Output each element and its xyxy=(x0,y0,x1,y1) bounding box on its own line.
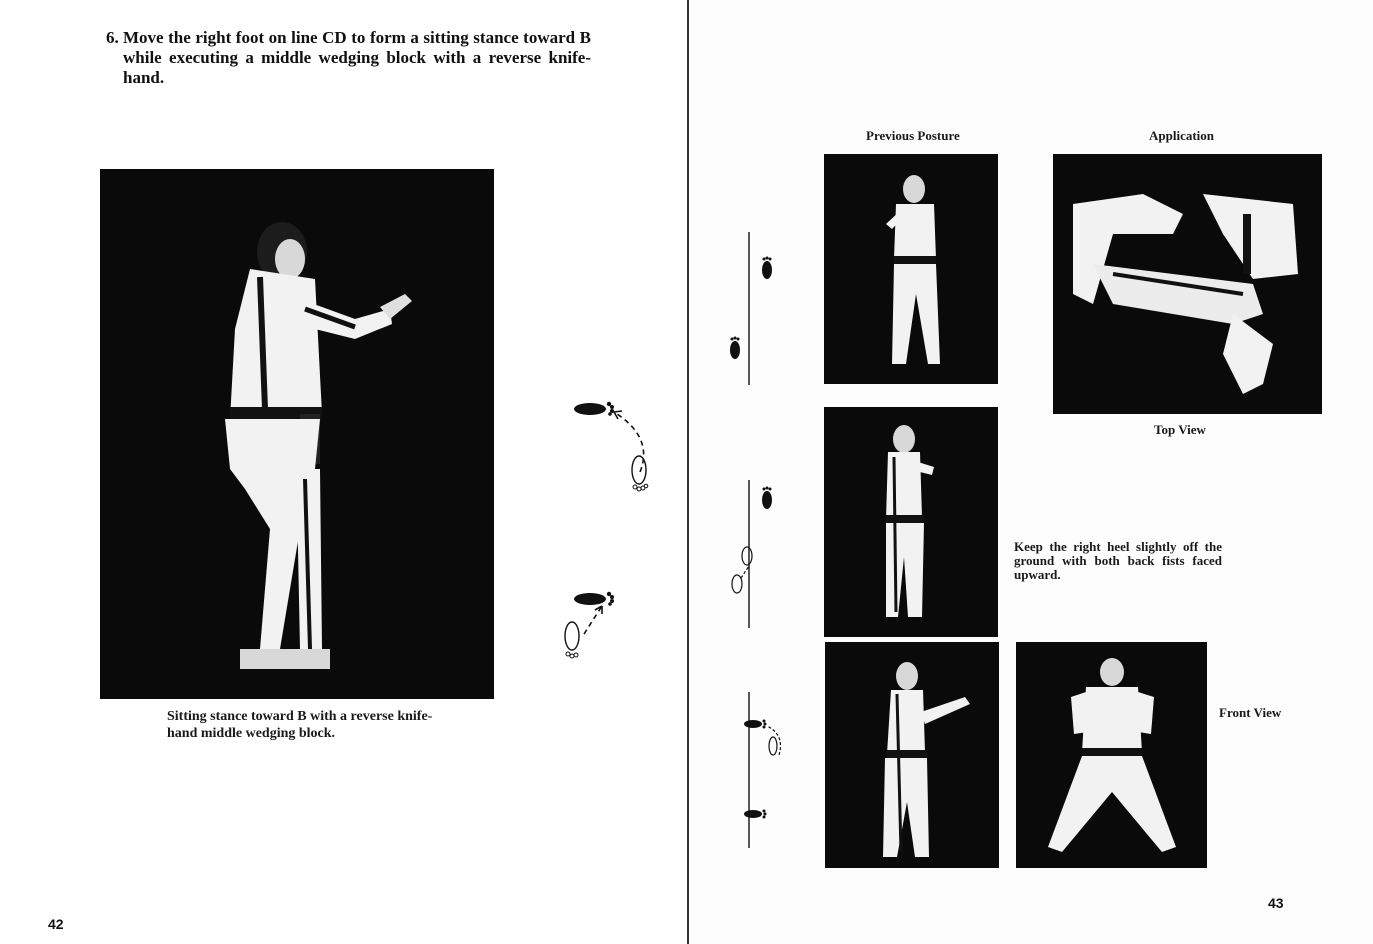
right-page xyxy=(689,0,1373,944)
page-number-left: 42 xyxy=(48,916,64,932)
instruction-text: Move the right foot on line CD to form a sitting stance toward B while executing a middle wedging block with a reverse knife-hand. xyxy=(123,28,591,87)
main-stance-photo xyxy=(100,169,494,699)
stance-transition-photo xyxy=(824,407,998,637)
footprint-icon xyxy=(730,337,740,360)
instruction-number: 6. xyxy=(106,28,119,47)
dashed-arrow-icon xyxy=(741,566,749,578)
footprint-icon xyxy=(762,257,772,280)
heel-note: Keep the right heel slightly off the ground with both back fists faced upward. xyxy=(1014,539,1222,582)
front-view-photo xyxy=(1016,642,1207,868)
footprint-outline-icon xyxy=(632,456,648,491)
label-front-view: Front View xyxy=(1219,705,1282,720)
footprint-icon xyxy=(744,810,767,819)
application-photo xyxy=(1053,154,1322,414)
foot-movement-diagram xyxy=(562,392,662,672)
previous-posture-photo xyxy=(824,154,998,384)
footprint-icon xyxy=(574,402,614,416)
footprint-icon xyxy=(762,487,772,510)
instruction-step-6 xyxy=(106,28,591,88)
footprint-icon xyxy=(744,720,767,729)
footprint-icon xyxy=(574,592,614,606)
dashed-arrow-icon xyxy=(614,412,644,472)
footprint-outline-icon xyxy=(565,622,579,658)
footprint-outline-icon xyxy=(769,737,777,755)
final-foot-diagram xyxy=(729,690,789,850)
final-stance-side-photo xyxy=(825,642,999,868)
transition-foot-diagram xyxy=(729,478,789,633)
previous-posture-foot-diagram xyxy=(729,230,789,390)
label-application: Application xyxy=(1149,128,1215,143)
label-previous-posture: Previous Posture xyxy=(866,128,960,143)
main-photo-caption: Sitting stance toward B with a reverse knife-hand middle wedging block. xyxy=(167,709,433,741)
page-number-right: 43 xyxy=(1268,895,1284,911)
dashed-arrow-icon xyxy=(584,606,602,634)
label-top-view: Top View xyxy=(1154,422,1206,437)
